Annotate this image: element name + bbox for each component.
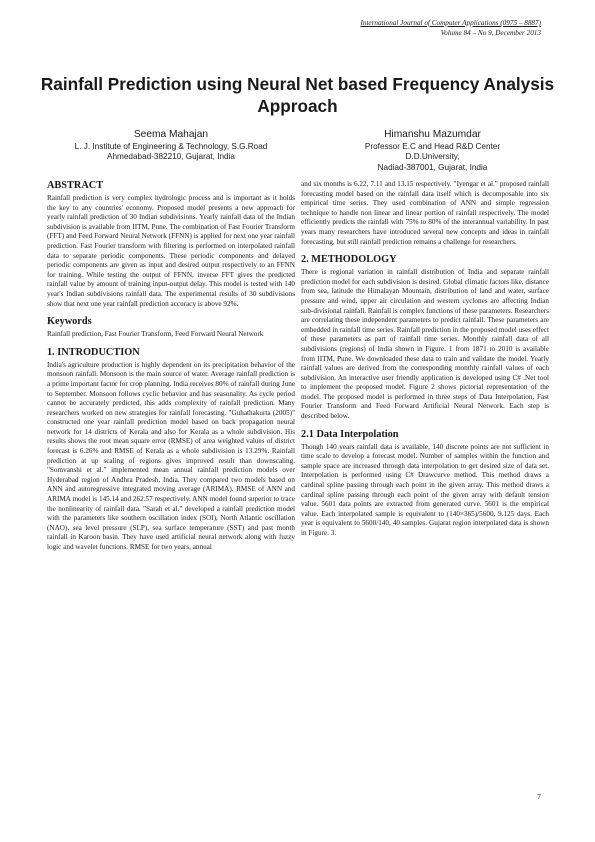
right-column xyxy=(301,180,549,539)
introduction-text: India's agriculture production is highly dependent on its precipitation behavior of the monsoon rainfall. Monsoon is the main source of water. Average rainfall prediction is a prime important factor for crop planning. India receives 80% of rainfall during June to September. Monsoon follows cyclic behavior and has seasonality. As cycle period cannot be accurately predicted, this adds complexity of rainfall prediction. Many researchers worked on new strategies for rainfall forecasting. "Guhathakurta (2005)" constructed one year rainfall prediction model based on back propagation neural network for 14 districts of Kerala and also for Kerala as a whole subdivision. His results shows the root mean square error (RMSE) of area weighted values of district forecast is 6.26% and RMSE of Kerala as a whole subdivision is 13.29%. Rainfall prediction at up scaling of regions gives improved result than downscaling. "Somvanshi et al." implemented mean annual rainfall prediction models over Hyderabad region of Andhra Pradesh, India. They compared two models based on ANN and autoregressive integrated moving average (ARIMA). RMSE of ANN and ARIMA model is 145.14 and 262.57 respectively. ANN model found superior to trace the nonlinearity of rainfall data. "Sarah et al." developed a rainfall prediction model with the parameters like southern oscillation index (SOI), North Atlantic oscillation (NAO), sea level pressure (SLP), sea surface temperature (SST) and past month rainfall in Karoon basin. They have used artificial neural network along with fuzzy logic and wavelet functions. RMSE for two years, annual xyxy=(47,360,295,551)
introduction-heading: 1. INTRODUCTION xyxy=(47,346,140,358)
data-interpolation-text: Though 140 years rainfall data is available, 140 discrete points are not sufficient in time scale to develop a forecast model. Number of samples within the function and sample space are increased through data interpolation to get desired size of data set. Interpolation is performed using C# Drawcurve method. This method draws a cardinal spline passing through each point in the given array. This method draws a cardinal spline passing through each point of the given array with default tension value. 5601 data points are extracted from generated curve. 5601 is the empirical value. Each interpolated sample is equivalent to (140×365)/5600, 9.125 days. Each year is equivalent to 5600/140, 40 samples. Gujarat region interpolated data is shown in Figure. 3. xyxy=(301,442,549,537)
journal-name: International Journal of Computer Applications (0975 – 8887) xyxy=(360,19,541,27)
volume-info: Volume 84 – No 9, December 2013 xyxy=(440,29,541,37)
introduction-continued-text: and six months is 6.22, 7.11 and 13.15 respectively. "Iyengar et al." proposed rainfall forecasting model based on the rainfall data itself which is decomposable into six empirical time series. They used combination of ANN and simple regression technique to handle non linear and linear portion of rainfall respectively. The model efficiently predicts the rainfall with 75% to 80% of the interannual variability. In past years many researchers have introduced several new concepts and ideas in rainfall forecasting, but still rainfall prediction remains a challenge for researchers. xyxy=(301,180,549,246)
abstract-heading: ABSTRACT xyxy=(47,180,104,191)
running-header xyxy=(360,18,541,38)
author-affiliation: D.D.University, xyxy=(405,152,460,162)
keywords-heading: Keywords xyxy=(47,316,92,328)
author-2 xyxy=(310,128,555,173)
methodology-heading: 2. METHODOLOGY xyxy=(301,254,397,266)
author-affiliation: Nadiad-387001, Gujarat, India xyxy=(377,162,488,172)
page-number: 7 xyxy=(537,792,541,801)
author-affiliation: Ahmedabad-382210, Gujarat, India xyxy=(107,152,235,162)
abstract-text: Rainfall prediction is very complex hydrologic process and is important as it holds the key to any countries' economy. Proposed model presents a new approach for yearly rainfall prediction of 30 Indian subdivisions. Yearly rainfall data of the Indian subdivision is available from IITM, Pune. The combination of Fast Fourier Transform (FFT) and Feed Forward Neural Network (FFNN) is applied for next one year rainfall prediction. Fast Fourier transform with filtering is performed on interpolated rainfall data to separate periodic components. These periodic components and delayed periodic components are given as input and desired output respectively to an FFNN for training. While testing the output of FFNN, inverse FFT gives the predicted rainfall value by amount of training input-output delay. This model is tested with 140 year's Indian subdivisions rainfall data. The experimental results of 30 subdivisions show that next one year rainfall prediction accuracy is above 92%. xyxy=(47,194,295,308)
data-interpolation-heading: 2.1 Data Interpolation xyxy=(301,428,399,440)
methodology-text: There is regional variation in rainfall distribution of India and separate rainfall prediction model for each subdivision is desired. Global climatic factors like, distance from sea, latitude the Himalayan Mountain, distribution of land and water, surface pressure and wind, upper air circulation and western cyclones are affecting Indian sub-divisional rainfall. Rainfall is complex functions of these parameters. Researchers are correlating these independent parameters to predict rainfall. These parameters are embedded in rainfall time series. Rainfall prediction in the proposed model uses effect of these parameters as part of rainfall time series. Monthly rainfall data of all subdivisions (regions) of India shown in Figure. 1 from 1871 to 2010 is available from IITM, Pune. We downloaded these data to train and validate the model. Yearly rainfall values are derived from the corresponding monthly rainfall values of each subdivision. An interactive user friendly application is developed using C# .Net tool to implement the proposed model. Figure 2 shows pictorial representation of the model. The proposed model is performed in three steps of Data Interpolation, Fast Fourier Transform and Feed Forward Artificial Neural Network. Each step is described below. xyxy=(301,268,549,421)
author-affiliation: Professor E.C and Head R&D Center xyxy=(364,142,501,151)
author-affiliation: L. J. Institute of Engineering & Technology, S.G.Road xyxy=(74,142,268,151)
left-column xyxy=(47,180,295,553)
author-name: Himanshu Mazumdar xyxy=(384,129,481,140)
keywords-text: Rainfall prediction, Fast Fourier Transform, Feed Forward Neural Network xyxy=(47,330,264,339)
author-name: Seema Mahajan xyxy=(133,129,209,140)
paper-title: Rainfall Prediction using Neural Net based Frequency Analysis Approach xyxy=(40,74,555,116)
author-1 xyxy=(40,128,302,163)
